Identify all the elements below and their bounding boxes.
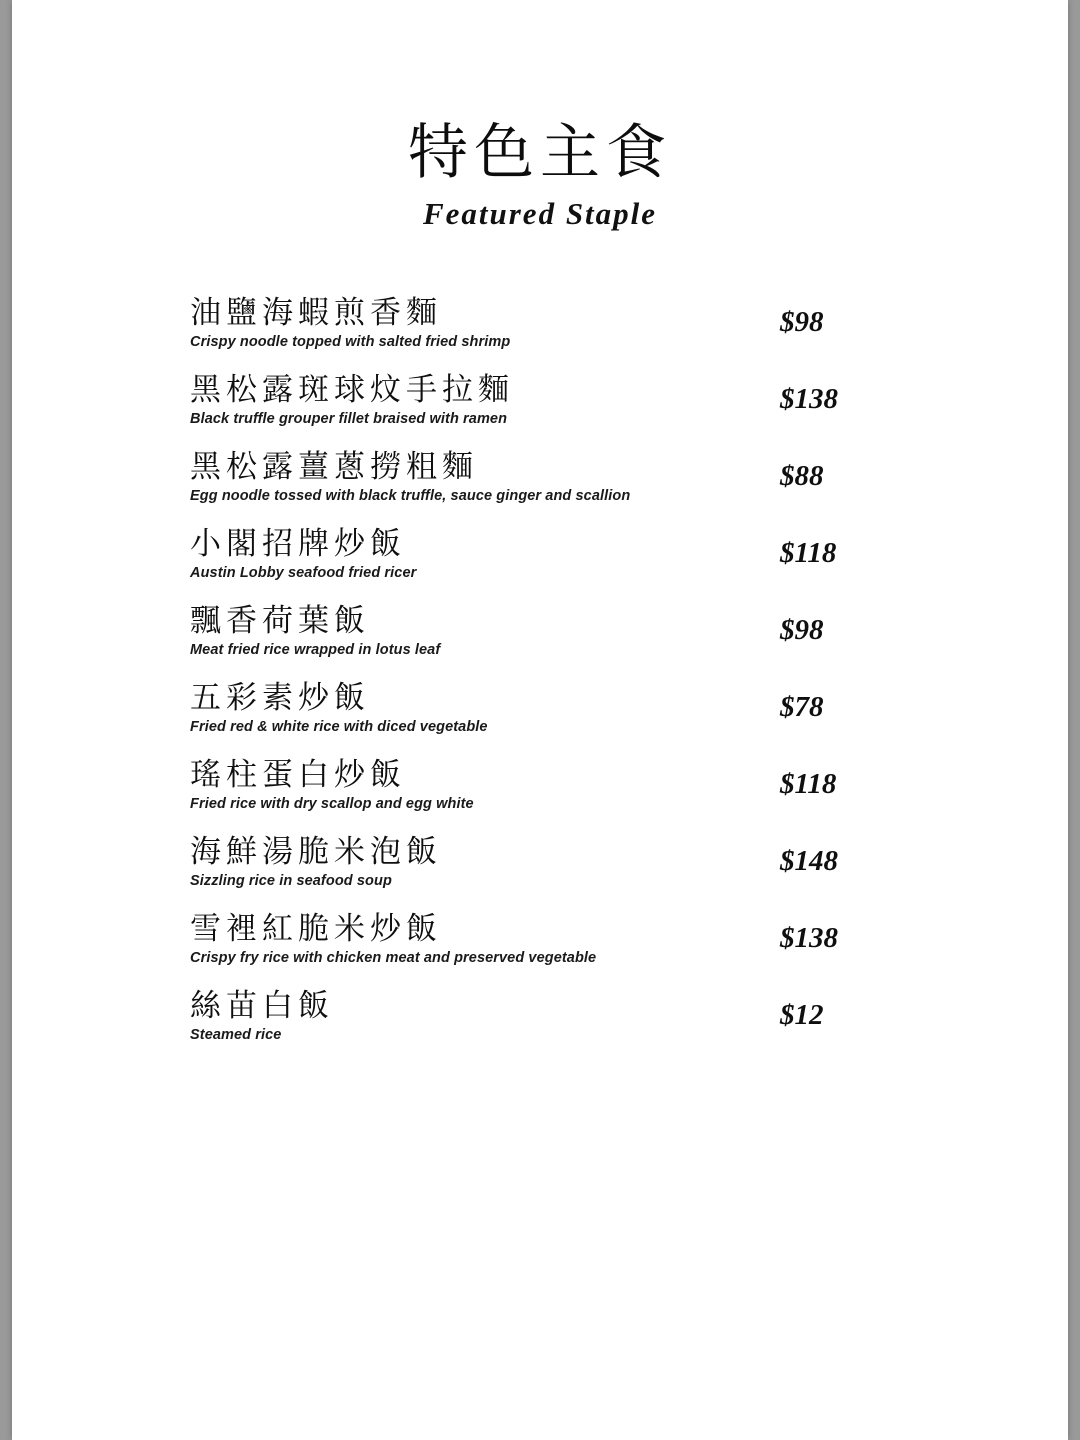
- item-description-english: Steamed rice: [190, 1027, 282, 1043]
- menu-header: [12, 0, 1068, 232]
- item-name-chinese: 海鮮湯脆米泡飯: [190, 834, 442, 870]
- menu-item: [190, 826, 890, 889]
- item-price: $148: [780, 845, 838, 877]
- menu-item: [190, 980, 890, 1043]
- item-name-chinese: 雪裡紅脆米炒飯: [190, 911, 442, 947]
- item-price: $118: [780, 768, 837, 800]
- menu-item: [190, 441, 890, 504]
- menu-item: [190, 903, 890, 966]
- item-price: $88: [780, 460, 824, 492]
- menu-item: [190, 518, 890, 581]
- item-description-english: Sizzling rice in seafood soup: [190, 873, 392, 889]
- item-price: $138: [780, 383, 838, 415]
- item-description-english: Austin Lobby seafood fried ricer: [190, 565, 417, 581]
- menu-page: [12, 0, 1068, 1440]
- page-title-chinese: 特色主食: [408, 118, 672, 188]
- item-name-chinese: 小閣招牌炒飯: [190, 526, 406, 562]
- menu-item: [190, 595, 890, 658]
- menu-item: [190, 749, 890, 812]
- page-title-english: Featured Staple: [422, 196, 658, 231]
- item-price: $138: [780, 922, 838, 954]
- item-price: $98: [780, 614, 824, 646]
- menu-item-list: [190, 287, 890, 1043]
- page-bottom-margin: [12, 1057, 1068, 1177]
- menu-item: [190, 287, 890, 350]
- item-name-chinese: 油鹽海蝦煎香麵: [190, 295, 442, 331]
- item-description-english: Egg noodle tossed with black truffle, sauce ginger and scallion: [190, 488, 631, 504]
- item-description-english: Fried red & white rice with diced vegetable: [190, 719, 488, 735]
- item-description-english: Crispy noodle topped with salted fried shrimp: [190, 334, 511, 350]
- item-name-chinese: 飄香荷葉飯: [190, 603, 370, 639]
- item-description-english: Meat fried rice wrapped in lotus leaf: [190, 642, 441, 658]
- item-description-english: Black truffle grouper fillet braised with ramen: [190, 411, 508, 427]
- item-name-chinese: 瑤柱蛋白炒飯: [190, 757, 406, 793]
- item-price: $78: [780, 691, 824, 723]
- item-name-chinese: 絲苗白飯: [190, 988, 334, 1024]
- item-name-chinese: 五彩素炒飯: [190, 680, 370, 716]
- item-name-chinese: 黑松露斑球炆手拉麵: [190, 372, 514, 408]
- item-price: $118: [780, 537, 837, 569]
- item-name-chinese: 黑松露薑蔥撈粗麵: [190, 449, 478, 485]
- item-price: $12: [780, 999, 824, 1031]
- item-price: $98: [780, 306, 824, 338]
- menu-item: [190, 364, 890, 427]
- item-description-english: Fried rice with dry scallop and egg white: [190, 796, 474, 812]
- item-description-english: Crispy fry rice with chicken meat and preserved vegetable: [190, 950, 597, 966]
- menu-item: [190, 672, 890, 735]
